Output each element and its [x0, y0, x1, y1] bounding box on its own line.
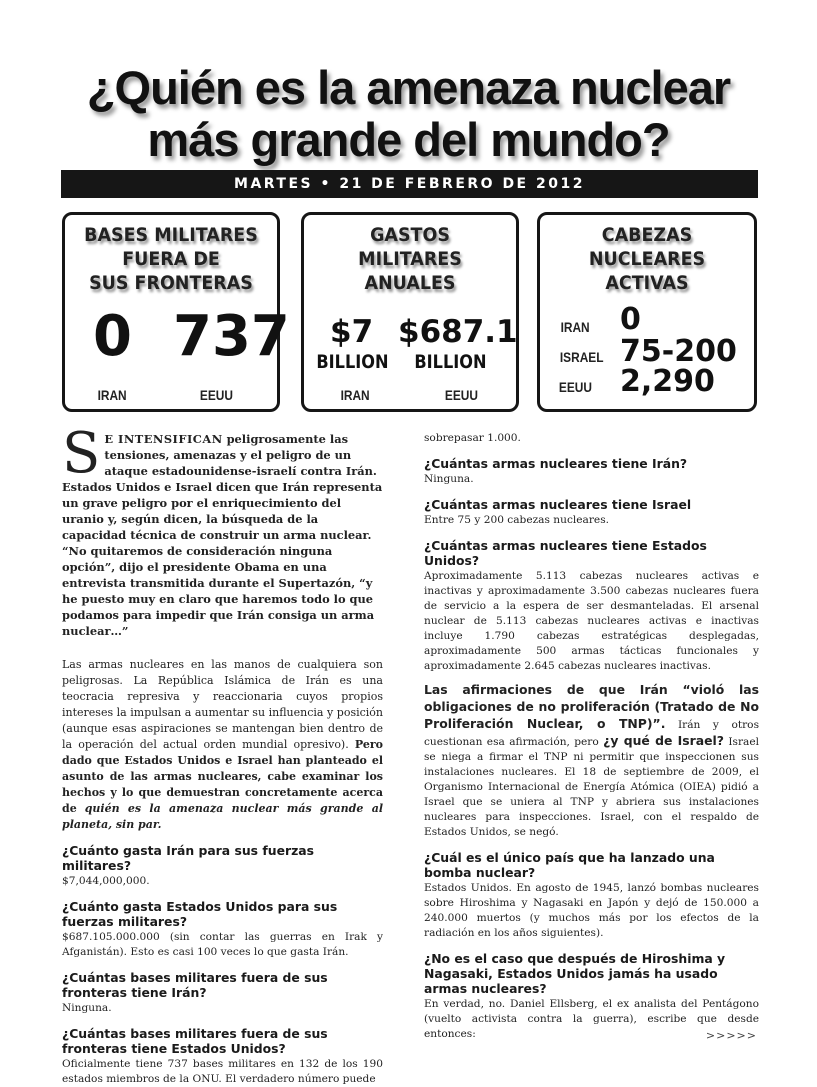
spending-heading-line: GASTOS — [370, 224, 450, 246]
npt-paragraph — [424, 682, 759, 840]
answer: Ninguna. — [62, 1002, 112, 1014]
lead-text: peligrosamente las tensiones, amenazas y el peligro de un ataque estadounidense-israelí contra Irán. Estados Unidos e Israel dicen que Irán representa un grave peligro por el enriquecimiento del uranio y, según dicen, la búsqueda de la capacidad técnica de construir un arma nuclear. “No quitaremos de consideración ninguna opción”, dijo el presidente Obama en una entrevista transmitida durante el Supertazón, “y he puesto muy en claro que haremos todo lo que podamos para impedir que Irán consiga un arma nuclear…” — [62, 432, 383, 638]
question: ¿Cuántas armas nucleares tiene Israel — [424, 497, 692, 512]
answer: Entre 75 y 200 cabezas nucleares. — [424, 514, 609, 526]
warheads-israel-label: ISRAEL — [559, 349, 604, 365]
spending-iran-label: IRAN — [340, 387, 370, 403]
continued-marker: >>>>> — [705, 1029, 757, 1042]
spending-us-label: EEUU — [444, 387, 478, 403]
warheads-us-label: EEUU — [558, 379, 592, 395]
headline — [0, 62, 817, 166]
lead-caps: E INTENSIFICAN — [104, 432, 223, 446]
drop-cap: S — [62, 421, 101, 486]
lead-paragraph — [62, 421, 383, 639]
intro-plain: Las armas nucleares en las manos de cualquiera son peligrosas. La República Islámica de Irán es una teocracia represiva y reaccionaria cuyos propios intereses la impulsan a aumentar su influencia y posición (aunque esas aspiraciones se mantengan bien dentro de la operación del actual orden mundial opresivo). — [62, 658, 383, 751]
npt-emphasis: ¿y qué de Israel? — [603, 733, 724, 748]
warheads-box — [537, 212, 757, 412]
answer: $7,044,000,000. — [62, 875, 150, 887]
npt-heading: Las afirmaciones de que Irán “violó las obligaciones de no proliferación (Tratado de No Proliferación Nuclear, o TNP)”. — [424, 682, 759, 731]
article-right-column — [424, 431, 759, 1042]
warheads-heading — [549, 223, 746, 295]
intro-italic: quién es la amenaza nuclear más grande al planeta, sin par. — [62, 802, 383, 831]
question: ¿Cuántas armas nucleares tiene Irán? — [424, 456, 688, 471]
bases-iran-value: 0 — [93, 304, 132, 369]
answer: En verdad, no. Daniel Ellsberg, el ex analista del Pentágono (vuelto activista contra la guerra), escribe que desde entonces: — [424, 998, 759, 1040]
spending-iran-value: $7 — [330, 314, 374, 350]
bases-heading — [73, 223, 268, 295]
question: ¿Cuántas bases militares fuera de sus fronteras tiene Estados Unidos? — [62, 1026, 328, 1056]
question: ¿Cuántas bases militares fuera de sus fronteras tiene Irán? — [62, 970, 328, 1000]
question: ¿Cuánto gasta Irán para sus fuerzas militares? — [62, 843, 315, 873]
bases-heading-line: SUS FRONTERAS — [89, 272, 253, 294]
npt-text: Israel se niega a firmar el TNP ni permitir que inspeccionen sus instalaciones nucleares. El 18 de septiembre de 2009, el Organismo Internacional de Energía Atómica (OIEA) pidió a Israel que se uniera al TNP y abriera sus instalaciones nucleares para inspecciones. Israel, con el respaldo de Estados Unidos, se negó. — [424, 736, 760, 838]
warheads-iran-value: 0 — [620, 302, 641, 337]
answer: Aproximadamente 5.113 cabezas nucleares activas e inactivas y aproximadamente 3.500 cabezas nucleares fuera de servicio a la espera de ser desmanteladas. El arsenal nuclear de 5.113 cabezas nucleares activas e inactivas incluye 1.790 cabezas estratégicas desplegadas, aproximadamente 500 armas tácticas funcionales y aproximadamente 2.645 cabezas nucleares inactivas. — [424, 570, 759, 672]
spending-us-unit: BILLION — [414, 351, 487, 373]
spending-heading — [312, 223, 507, 295]
bases-us-value: 737 — [173, 304, 290, 369]
answer: Oficialmente tiene 737 bases militares en 132 de los 190 estados miembros de la ONU. El verdadero número puede — [62, 1058, 383, 1085]
bases-heading-line: BASES MILITARES — [84, 224, 258, 246]
bases-iran-label: IRAN — [97, 387, 127, 403]
question: ¿No es el caso que después de Hiroshima y Nagasaki, Estados Unidos jamás ha usado armas nucleares? — [424, 951, 726, 996]
warheads-heading-line: CABEZAS — [601, 224, 693, 246]
continued-text: sobrepasar 1.000. — [424, 432, 521, 444]
spending-us-value: $687.1 — [398, 314, 518, 350]
bases-box — [62, 212, 290, 412]
date-bar: MARTES • 21 DE FEBRERO DE 2012 — [61, 170, 758, 198]
answer: Ninguna. — [424, 473, 474, 485]
answer: $687.105.000.000 (sin contar las guerras en Irak y Afganistán). Esto es casi 100 veces lo que gasta Irán. — [62, 931, 383, 958]
question: ¿Cuánto gasta Estados Unidos para sus fuerzas militares? — [62, 899, 338, 929]
question: ¿Cuál es el único país que ha lanzado una bomba nuclear? — [424, 850, 715, 880]
warheads-us-value: 2,290 — [620, 364, 715, 399]
headline-line-1: ¿Quién es la amenaza nuclear — [86, 61, 731, 114]
spending-heading-line: MILITARES — [358, 248, 462, 270]
spending-iran-unit: BILLION — [316, 351, 389, 373]
article-left-column — [62, 421, 383, 1087]
spending-heading-line: ANUALES — [364, 272, 456, 294]
spending-box — [301, 212, 519, 412]
warheads-iran-label: IRAN — [560, 319, 590, 335]
warheads-heading-line: NUCLEARES — [588, 248, 706, 270]
warheads-heading-line: ACTIVAS — [605, 272, 689, 294]
answer: Estados Unidos. En agosto de 1945, lanzó bombas nucleares sobre Hiroshima y Nagasaki en Japón y dejó de 150.000 a 240.000 muertos (y muchos más por los efectos de la radiación en los años siguientes). — [424, 882, 759, 939]
bases-us-label: EEUU — [199, 387, 233, 403]
headline-line-2: más grande del mundo? — [147, 113, 670, 166]
npt-text: Irán y otros cuestionan esa afirmación, pero — [424, 719, 760, 748]
intro-bold: Pero dado que Estados Unidos e Israel han planteado el asunto de las armas nucleares, cabe examinar los hechos y lo que demuestran concretamente acerca de — [62, 738, 383, 815]
warheads-israel-value: 75-200 — [620, 334, 737, 369]
bases-heading-line: FUERA DE — [122, 248, 220, 270]
intro-paragraph — [62, 657, 383, 833]
question: ¿Cuántas armas nucleares tiene Estados Unidos? — [424, 538, 707, 568]
